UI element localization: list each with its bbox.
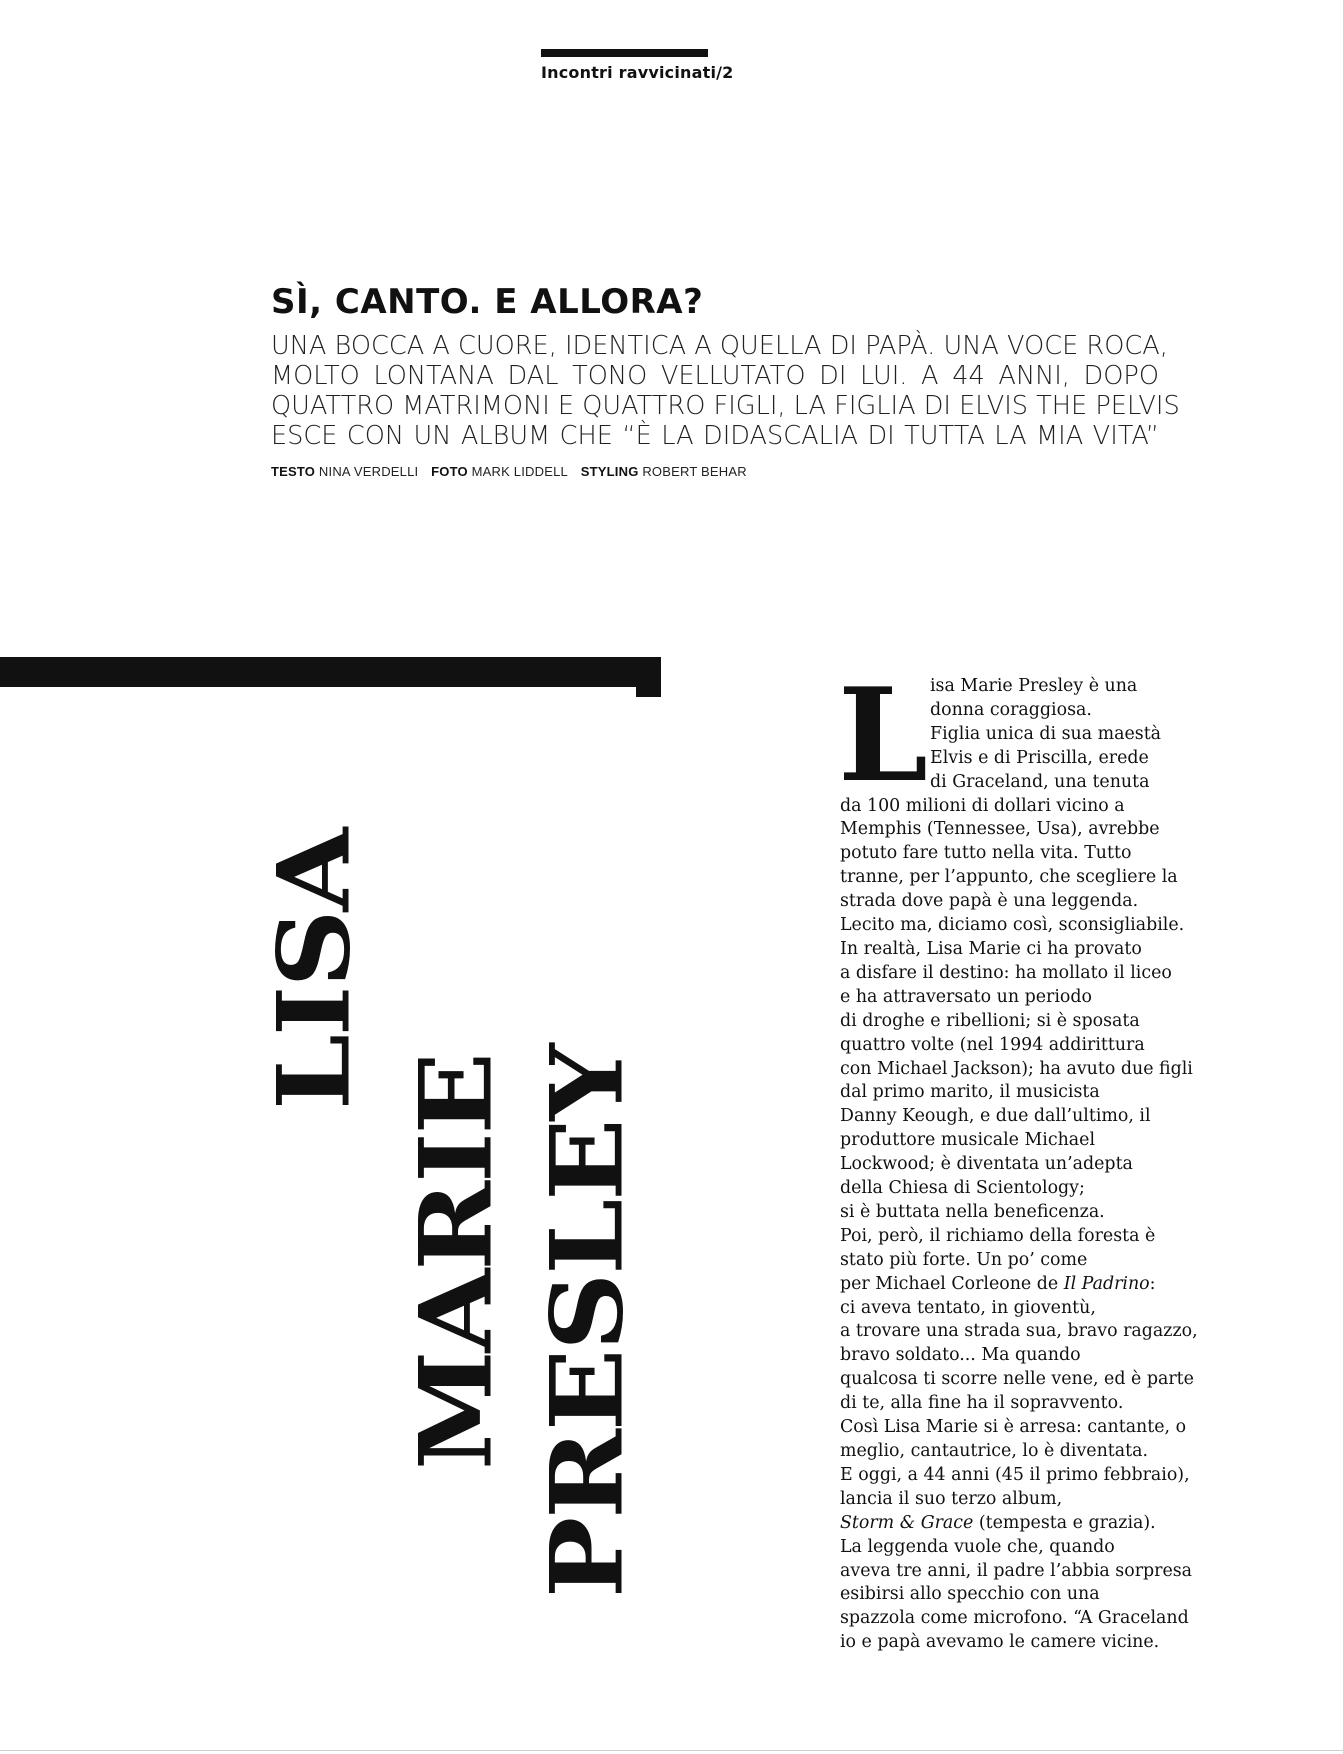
credit-styling-label: STYLING bbox=[580, 464, 639, 479]
body-line-text: dal primo marito, il musicista bbox=[840, 1082, 1100, 1103]
body-line-text: meglio, cantautrice, lo è diventata. bbox=[840, 1441, 1149, 1461]
credit-text-label: TESTO bbox=[271, 464, 316, 479]
body-line-text: aveva tre anni, il padre l’abbia sorpresa bbox=[840, 1560, 1193, 1581]
deck-line: UNA BOCCA A CUORE, IDENTICA A QUELLA DI PAPÀ. UNA VOCE ROCA, bbox=[271, 331, 1168, 361]
body-line-text: produttore musicale Michael bbox=[840, 1130, 1096, 1151]
body-line-text: isa Marie Presley è una bbox=[930, 676, 1138, 696]
body-line-text: Poi, però, il richiamo della foresta è bbox=[840, 1225, 1156, 1246]
body-line bbox=[840, 1153, 1182, 1177]
body-line-text: di te, alla fine ha il sopravvento. bbox=[840, 1393, 1124, 1414]
body-line-text: La leggenda vuole che, quando bbox=[840, 1536, 1115, 1557]
body-line-text: Così Lisa Marie si è arresa: cantante, o bbox=[840, 1417, 1187, 1438]
body-line bbox=[840, 1058, 1193, 1082]
body-line-italic: Storm & Grace bbox=[840, 1512, 974, 1533]
headline: SÌ, CANTO. E ALLORA? bbox=[271, 282, 704, 322]
body-line-text: Danny Keough, e due dall’ultimo, il bbox=[840, 1106, 1151, 1127]
title-bar-end bbox=[636, 657, 661, 697]
body-line bbox=[840, 1583, 1182, 1607]
body-line bbox=[840, 1010, 1182, 1034]
body-line-text: E oggi, a 44 anni (45 il primo febbraio), bbox=[840, 1464, 1190, 1485]
body-line bbox=[840, 1105, 1182, 1129]
body-line bbox=[840, 1536, 1182, 1560]
body-line-text: di Graceland, una tenuta bbox=[930, 771, 1150, 792]
body-line bbox=[840, 842, 1182, 866]
body-line-text: lancia il suo terzo album, bbox=[840, 1488, 1063, 1509]
body-line bbox=[840, 1631, 1182, 1655]
body-line-text: esibirsi allo specchio con una bbox=[840, 1584, 1100, 1605]
body-text bbox=[840, 675, 1198, 1655]
body-line bbox=[840, 1225, 1182, 1249]
body-line-text: a trovare una strada sua, bravo ragazzo, bbox=[840, 1321, 1198, 1342]
title-word-presley: PRESLEY bbox=[529, 1045, 646, 1598]
credit-styling-name: ROBERT BEHAR bbox=[642, 464, 747, 479]
body-line bbox=[840, 1560, 1193, 1584]
body-line bbox=[840, 795, 1182, 819]
credit-photo-label: FOTO bbox=[431, 464, 468, 479]
body-line-text: potuto fare tutto nella vita. Tutto bbox=[840, 843, 1132, 864]
body-line-after: : bbox=[1149, 1273, 1156, 1294]
body-line bbox=[840, 1512, 1182, 1536]
deck bbox=[271, 331, 1180, 451]
body-line bbox=[840, 1249, 1182, 1273]
body-line-text: ci aveva tentato, in gioventù, bbox=[840, 1297, 1096, 1318]
credits bbox=[271, 464, 747, 479]
body-line-text: per Michael Corleone de bbox=[840, 1273, 1064, 1294]
section-rule bbox=[541, 49, 708, 57]
body-line-text: con Michael Jackson); ha avuto due figli bbox=[840, 1058, 1193, 1079]
body-line bbox=[840, 1488, 1182, 1512]
body-line bbox=[840, 699, 1182, 723]
body-line bbox=[840, 771, 1182, 795]
body-line-text: bravo soldato... Ma quando bbox=[840, 1345, 1081, 1366]
body-line-text: della Chiesa di Scientology; bbox=[840, 1178, 1085, 1199]
deck-line: MOLTO LONTANA DAL TONO VELLUTATO DI LUI. A 44 ANNI, DOPO bbox=[271, 361, 1159, 391]
title-word-marie: MARIE bbox=[398, 1054, 515, 1470]
body-line bbox=[840, 1440, 1182, 1464]
body-line bbox=[840, 890, 1182, 914]
body-line bbox=[840, 818, 1182, 842]
dropcap-letter: L bbox=[838, 661, 928, 811]
body-line-text: spazzola come microfono. “A Graceland bbox=[840, 1608, 1189, 1629]
body-line-text: e ha attraversato un periodo bbox=[840, 986, 1092, 1007]
body-line bbox=[840, 1320, 1198, 1344]
title-bar bbox=[0, 657, 661, 687]
body-line-text: di droghe e ribellioni; si è sposata bbox=[840, 1010, 1140, 1031]
body-line bbox=[840, 1273, 1182, 1297]
title-word-lisa: LISA bbox=[256, 829, 373, 1110]
body-line bbox=[840, 962, 1182, 986]
body-line bbox=[840, 1297, 1182, 1321]
body-line-text: Elvis e di Priscilla, erede bbox=[930, 747, 1149, 768]
body-line bbox=[840, 1034, 1182, 1058]
deck-line: ESCE CON UN ALBUM CHE “È LA DIDASCALIA DI TUTTA LA MIA VITA” bbox=[271, 421, 1159, 451]
body-line bbox=[840, 866, 1182, 890]
section-label: Incontri ravvicinati/2 bbox=[541, 63, 734, 82]
credit-photo-name: MARK LIDDELL bbox=[471, 464, 568, 479]
body-line bbox=[840, 986, 1182, 1010]
body-line-text: stato più forte. Un po’ come bbox=[840, 1249, 1088, 1270]
body-line bbox=[840, 1607, 1189, 1631]
credit-text-name: NINA VERDELLI bbox=[318, 464, 419, 479]
body-line bbox=[840, 938, 1182, 962]
body-line bbox=[840, 1177, 1182, 1201]
body-line bbox=[840, 675, 1182, 699]
body-line bbox=[840, 1344, 1182, 1368]
body-line bbox=[840, 1464, 1190, 1488]
body-line bbox=[840, 1368, 1194, 1392]
body-line-text: donna coraggiosa. bbox=[930, 699, 1092, 720]
body-line bbox=[840, 914, 1185, 938]
body-line-text: si è buttata nella beneficenza. bbox=[840, 1201, 1105, 1222]
body-line bbox=[840, 1416, 1187, 1440]
body-line-text: quattro volte (nel 1994 addirittura bbox=[840, 1034, 1145, 1055]
body-line-text: Figlia unica di sua maestà bbox=[930, 723, 1162, 744]
body-line bbox=[840, 1129, 1182, 1153]
body-line bbox=[840, 1392, 1182, 1416]
body-line-text: In realtà, Lisa Marie ci ha provato bbox=[840, 938, 1142, 959]
body-line-text: Lecito ma, diciamo così, sconsigliabile. bbox=[840, 915, 1185, 936]
body-line-text: io e papà avevamo le camere vicine. bbox=[840, 1632, 1160, 1653]
body-line bbox=[840, 1201, 1182, 1225]
body-line-text: qualcosa ti scorre nelle vene, ed è parte bbox=[840, 1369, 1194, 1390]
body-line bbox=[840, 723, 1182, 747]
body-line-text: Memphis (Tennessee, Usa), avrebbe bbox=[840, 819, 1160, 840]
deck-line: QUATTRO MATRIMONI E QUATTRO FIGLI, LA FIGLIA DI ELVIS THE PELVIS bbox=[271, 391, 1180, 421]
body-line-italic: Il Padrino bbox=[1063, 1273, 1150, 1294]
body-line bbox=[840, 747, 1182, 771]
footer-rule bbox=[0, 1750, 1343, 1751]
body-line-text: Lockwood; è diventata un’adepta bbox=[840, 1154, 1133, 1175]
body-line-text: da 100 milioni di dollari vicino a bbox=[840, 795, 1125, 816]
body-line-text: strada dove papà è una leggenda. bbox=[840, 891, 1139, 912]
body-line bbox=[840, 1081, 1182, 1105]
body-line-text: a disfare il destino: ha mollato il liceo bbox=[840, 962, 1172, 983]
body-line-text: tranne, per l’appunto, che scegliere la bbox=[840, 867, 1178, 888]
body-line-after: (tempesta e grazia). bbox=[973, 1512, 1156, 1533]
